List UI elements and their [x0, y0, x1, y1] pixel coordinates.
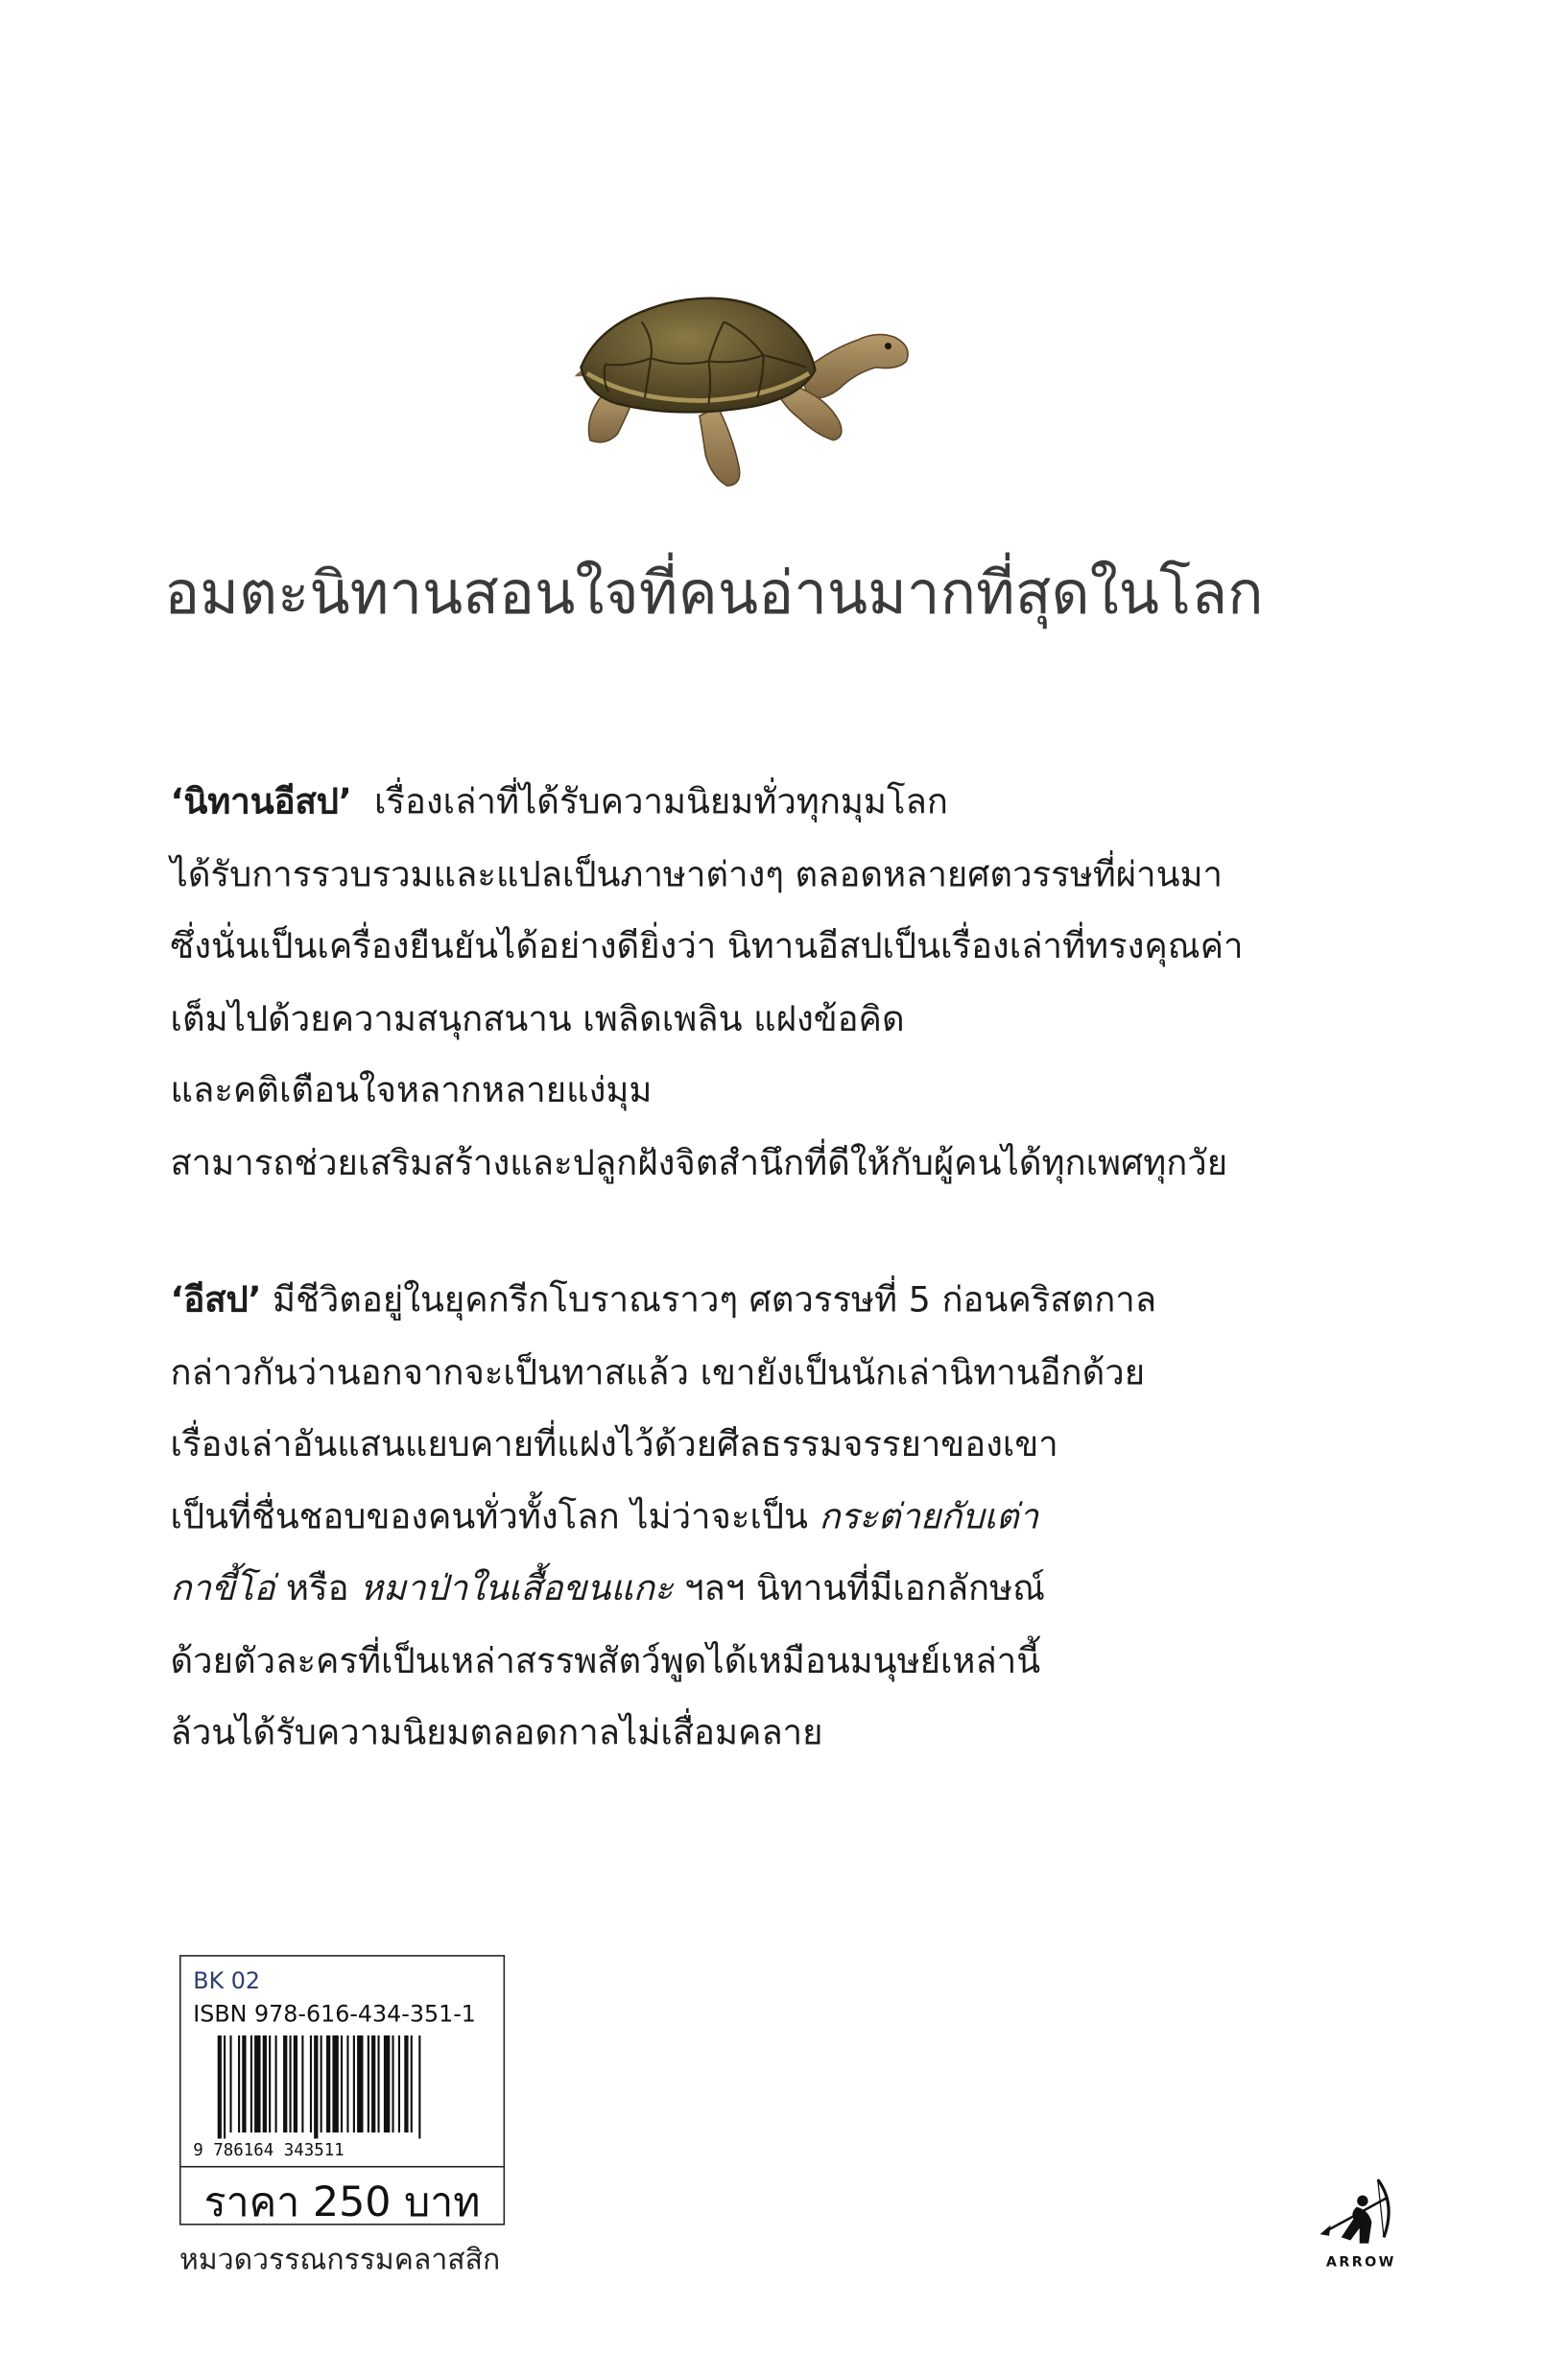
line-text: เรื่องเล่าที่ได้รับความนิยมทั่วทุกมุมโลก — [373, 783, 948, 823]
description-paragraph-1 — [170, 768, 1371, 1201]
paragraph-line: เรื่องเล่าอันแสนแยบคายที่แฝงไว้ด้วยศีลธรรมจรรยาของเขา — [170, 1425, 1058, 1465]
fable-title: กระต่ายกับเต่า — [819, 1497, 1039, 1537]
fable-title: กาขี้โอ่ — [170, 1569, 275, 1609]
paragraph-line: สามารถช่วยเสริมสร้างและปลูกฝังจิตสำนึกที่ดีให้กับผู้คนได้ทุกเพศทุกวัย — [170, 1143, 1228, 1183]
paragraph-line: ด้วยตัวละครที่เป็นเหล่าสรรพสัตว์พูดได้เหมือนมนุษย์เหล่านี้ — [170, 1641, 1041, 1681]
archer-logo-icon — [1317, 2174, 1402, 2252]
paragraph-line: เต็มไปด้วยความสนุกสนาน เพลิดเพลิน แฝงข้อคิด — [170, 999, 905, 1039]
turtle-illustration — [572, 289, 915, 492]
tagline: อมตะนิทานสอนใจที่คนอ่านมากที่สุดในโลก — [164, 559, 1264, 629]
barcode-digits: 9 786164 343511 — [193, 2140, 345, 2160]
paragraph-line — [170, 1482, 1371, 1554]
line-text: ฯลฯ นิทานที่มีเอกลักษณ์ — [684, 1569, 1045, 1609]
description-paragraph-2 — [170, 1266, 1371, 1771]
line-text: เป็นที่ชื่นชอบของคนทั่วทั้งโลก ไม่ว่าจะเป็น — [170, 1497, 808, 1537]
divider — [181, 2166, 504, 2168]
isbn-text: ISBN 978-616-434-351-1 — [193, 2000, 476, 2029]
paragraph-line: กล่าวกันว่านอกจากจะเป็นทาสแล้ว เขายังเป็นนักเล่านิทานอีกด้วย — [170, 1352, 1146, 1393]
lead-title: ‘นิทานอีสป’ — [170, 783, 352, 823]
paragraph-line: ซึ่งนั่นเป็นเครื่องยืนยันได้อย่างดียิ่งว่า นิทานอีสปเป็นเรื่องเล่าที่ทรงคุณค่า — [170, 927, 1244, 967]
paragraph-line — [170, 1555, 1371, 1627]
price-text: ราคา 250 บาท — [203, 2179, 481, 2227]
lead-title: ‘อีสป’ — [170, 1280, 262, 1321]
paragraph-line: ได้รับการรวบรวมและแปลเป็นภาษาต่างๆ ตลอดหลายศตวรรษที่ผ่านมา — [170, 855, 1223, 895]
paragraph-line — [170, 768, 1371, 840]
line-text: หรือ — [285, 1569, 349, 1609]
barcode-bars — [218, 2035, 488, 2139]
book-code: BK 02 — [193, 1966, 260, 1995]
publisher-name: ARROW — [1325, 2255, 1396, 2272]
paragraph-line: ล้วนได้รับความนิยมตลอดกาลไม่เสื่อมคลาย — [170, 1713, 823, 1753]
paragraph-line: และคติเตือนใจหลากหลายแง่มุม — [170, 1071, 653, 1111]
fable-title: หมาป่าในเสื้อขนแกะ — [360, 1569, 674, 1609]
paragraph-line — [170, 1266, 1371, 1338]
category-label: หมวดวรรณกรรมคลาสสิก — [178, 2243, 501, 2277]
barcode-box — [179, 1955, 505, 2225]
line-text: มีชีวิตอยู่ในยุคกรีกโบราณราวๆ ศตวรรษที่ 5 ก่อนคริสตกาล — [273, 1280, 1157, 1321]
